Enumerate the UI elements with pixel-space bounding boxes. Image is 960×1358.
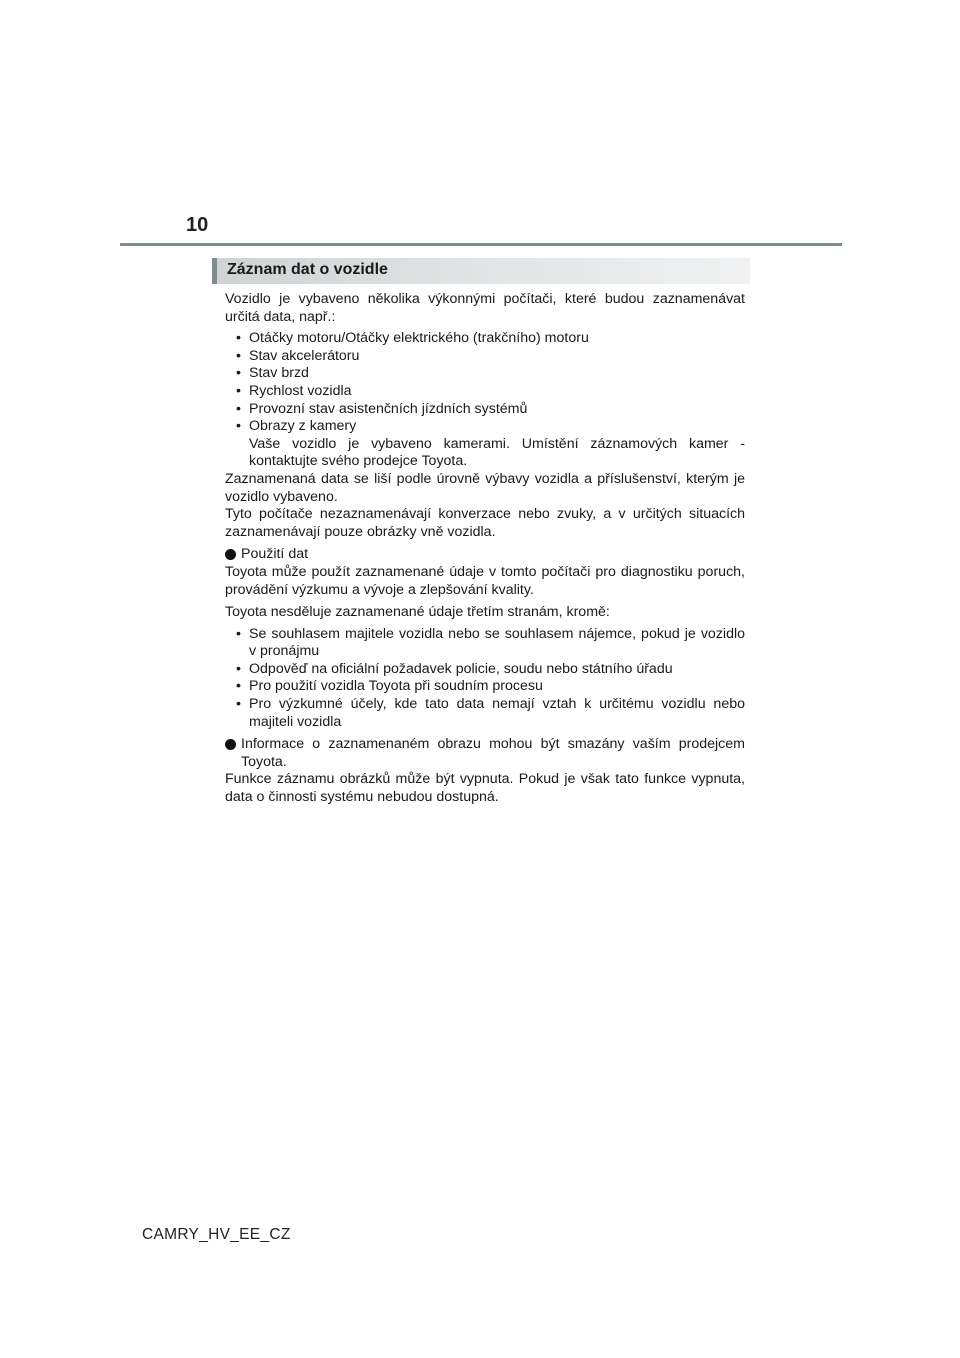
intro-paragraph: Vozidlo je vybaveno několika výkonnými počítači, které budou zaznamenávat určitá data, např.: <box>225 291 745 325</box>
filled-circle-icon <box>225 739 236 750</box>
usage-paragraph: Toyota může použít zaznamenané údaje v tomto počítači pro diagnostiku poruch, provádění výzkumu a vývoje a zlepšování kvality. <box>225 563 745 598</box>
list-item: • Stav brzd <box>225 365 745 383</box>
list-item: • Rychlost vozidla <box>225 383 745 401</box>
usage-heading <box>225 546 745 564</box>
section-body <box>225 291 745 807</box>
list-item: • Stav akcelerátoru <box>225 348 745 366</box>
usage-heading-text: Použití dat <box>241 546 309 563</box>
equipment-paragraph: Zaznamenaná data se liší podle úrovně výbavy vozidla a příslušenství, kterým je vozidlo vybaveno. <box>225 470 745 505</box>
disclosure-intro: Toyota nesděluje zaznamenané údaje třetím stranám, kromě: <box>225 604 610 621</box>
list-item <box>225 418 745 471</box>
disable-paragraph: Funkce záznamu obrázků může být vypnuta. Pokud je však tato funkce vypnuta, data o činnosti systému nebudou dostupná. <box>225 771 745 806</box>
document-code: CAMRY_HV_EE_CZ <box>142 1226 291 1243</box>
deletion-note-text: Informace o zaznamenaném obrazu mohou být smazány vaším prodejcem Toyota. <box>241 736 745 770</box>
no-audio-paragraph: Tyto počítače nezaznamenávají konverzace nebo zvuky, a v určitých situacích zaznamenávají pouze obrázky vně vozidla. <box>225 506 745 540</box>
recorded-data-list <box>225 330 745 471</box>
list-item-label: Obrazy z kamery <box>249 418 357 435</box>
list-item: • Se souhlasem majitele vozidla nebo se souhlasem nájemce, pokud je vozidlo v pronájmu <box>225 626 745 661</box>
header-rule <box>120 243 842 246</box>
filled-circle-icon <box>225 549 236 560</box>
list-item: • Provozní stav asistenčních jízdních systémů <box>225 401 745 419</box>
list-item: • Pro výzkumné účely, kde tato data nemají vztah k určitému vozidlu nebo majiteli vozidla <box>225 696 745 731</box>
deletion-note <box>225 736 745 771</box>
section-heading <box>212 258 750 284</box>
disclosure-list <box>225 626 745 732</box>
page-number: 10 <box>186 214 209 236</box>
section-title: Záznam dat o vozidle <box>227 261 388 278</box>
list-item: • Pro použití vozidla Toyota při soudním procesu <box>225 678 745 696</box>
list-item: • Odpověď na oficiální požadavek policie, soudu nebo státního úřadu <box>225 661 745 679</box>
list-item: • Otáčky motoru/Otáčky elektrického (trakčního) motoru <box>225 330 745 348</box>
camera-note: Vaše vozidlo je vybaveno kamerami. Umístění záznamových kamer - kontaktujte svého prodejce Toyota. <box>249 435 745 470</box>
